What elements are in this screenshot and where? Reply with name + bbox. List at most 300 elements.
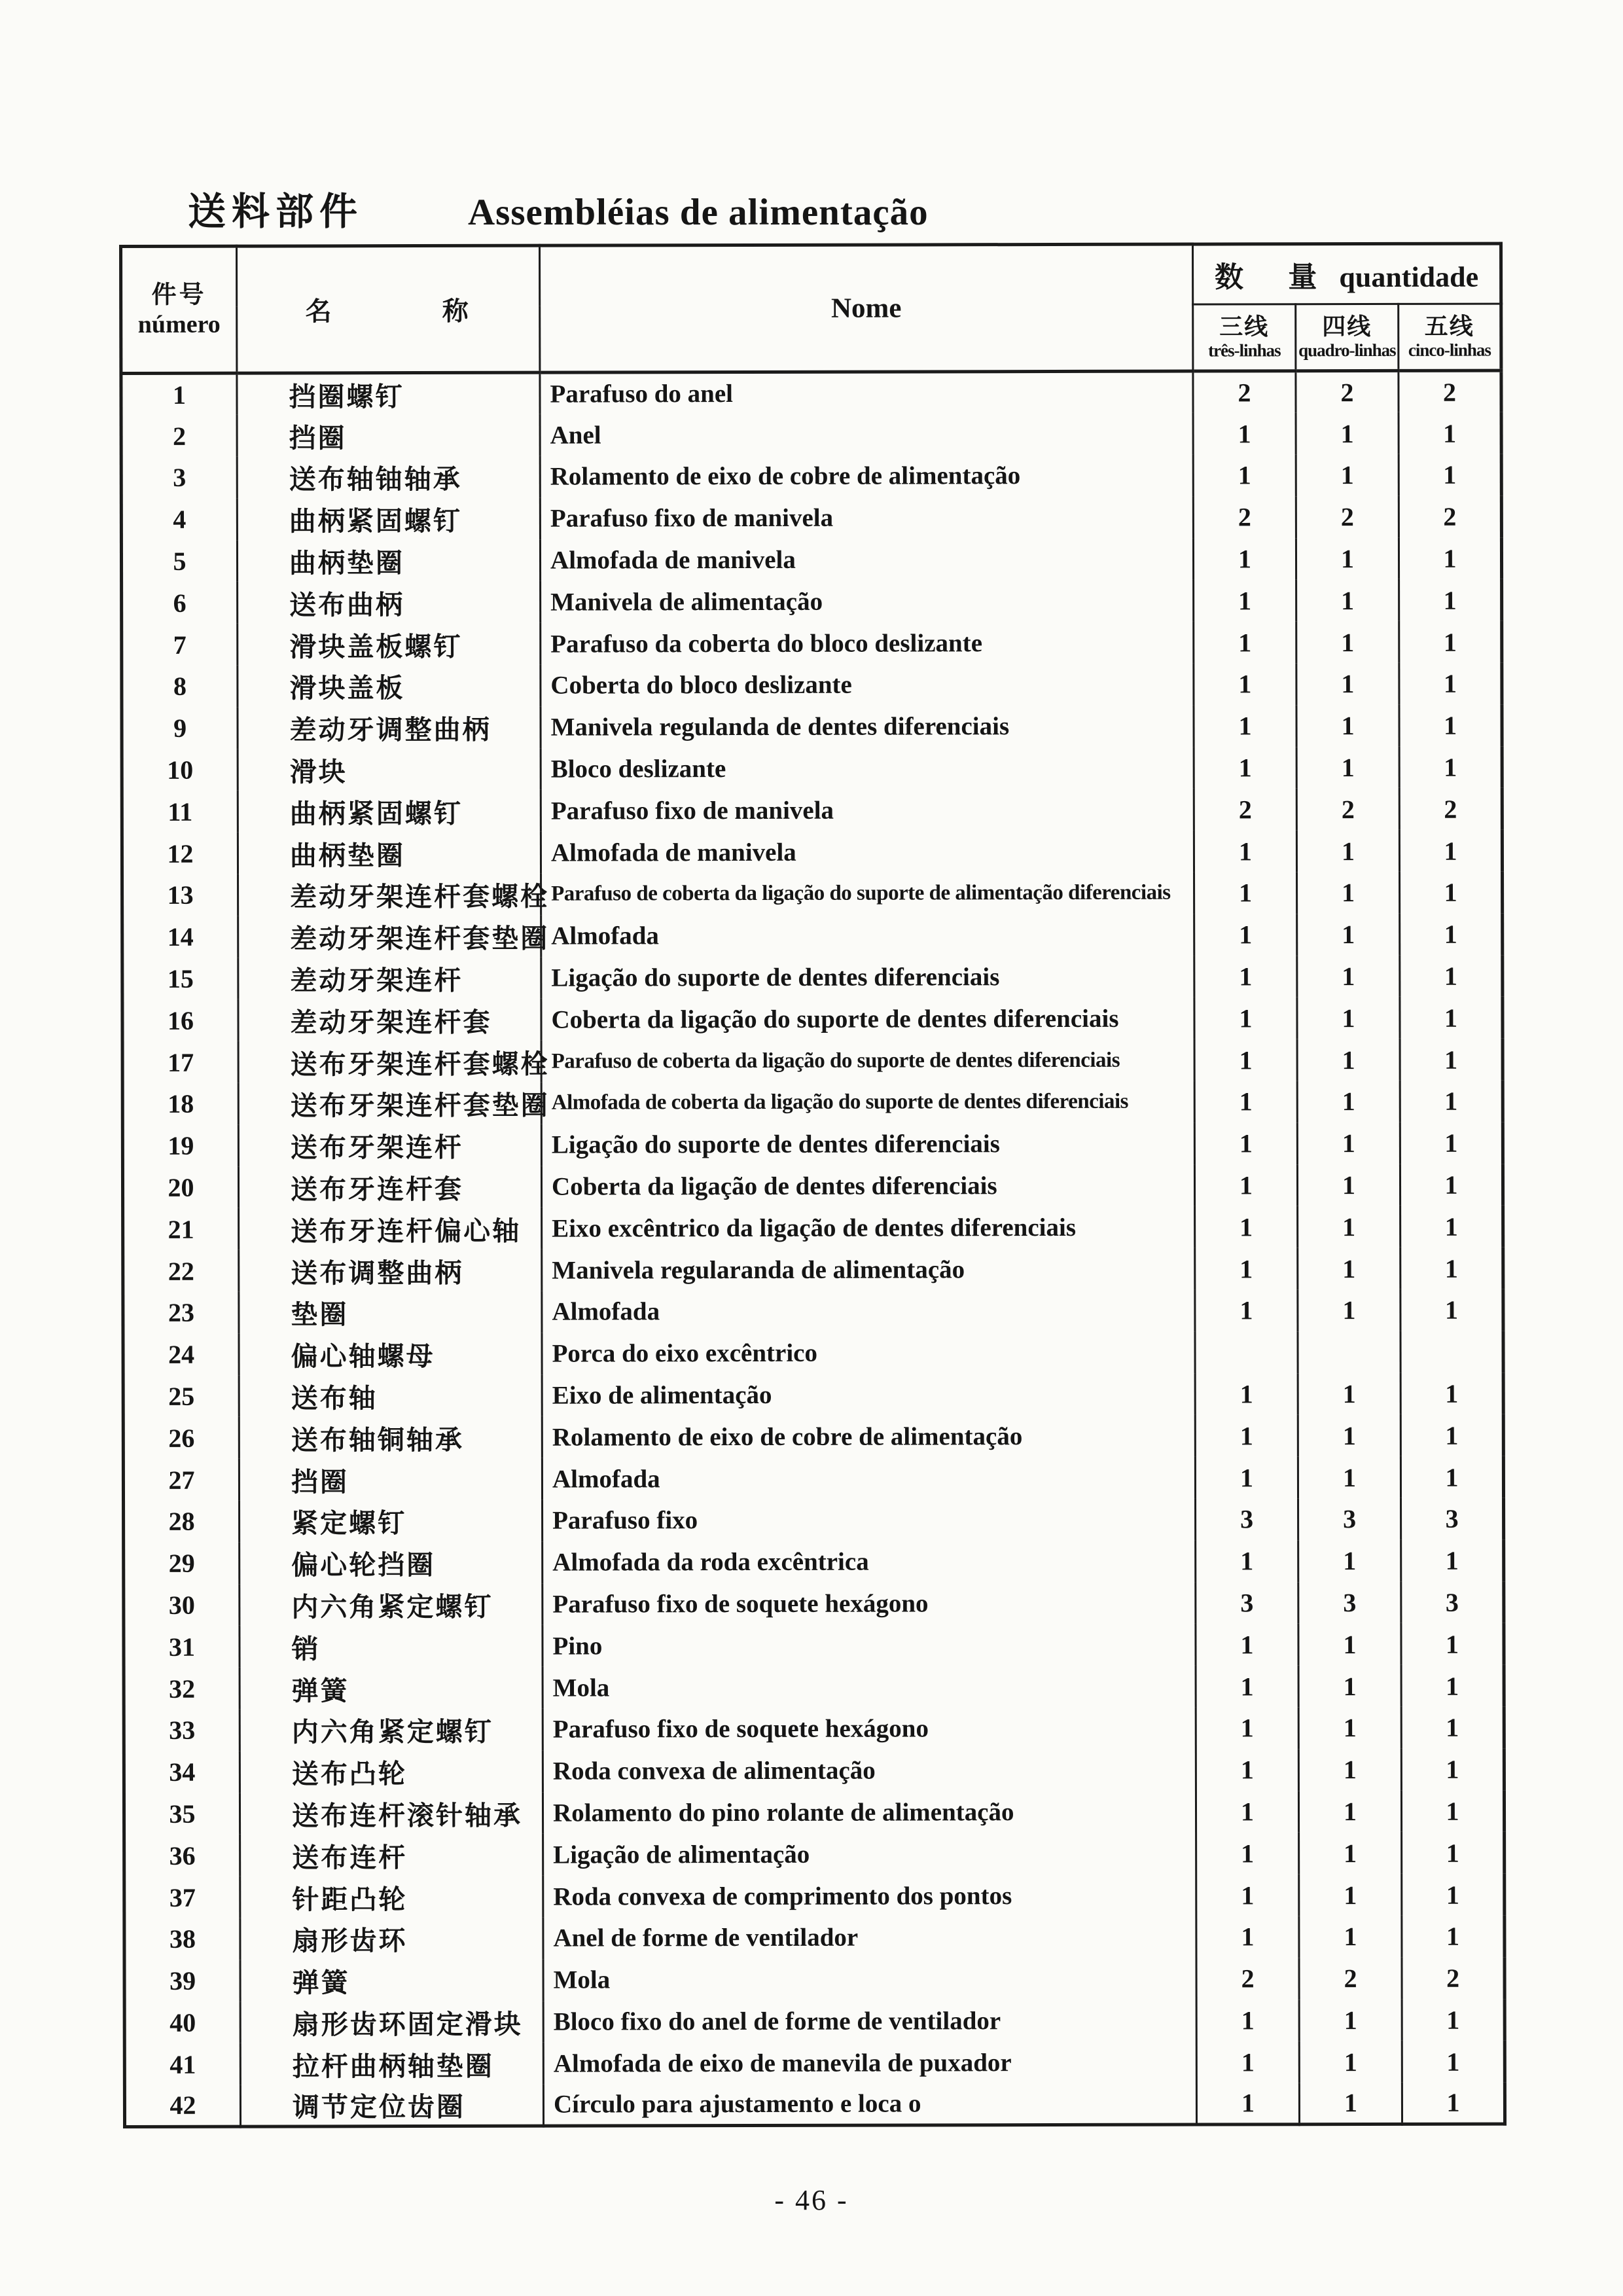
- name-cn: 差动牙架连杆套螺栓: [238, 874, 541, 916]
- name-pt: Círculo para ajustamento e loca o: [543, 2083, 1196, 2126]
- table-row: [121, 495, 1501, 540]
- name-pt: Almofada de manivela: [541, 831, 1194, 874]
- name-pt: Rolamento do pino rolante de alimentação: [543, 1791, 1196, 1834]
- qty-tres: 2: [1193, 371, 1296, 413]
- row-number: 12: [122, 833, 238, 874]
- header-four-lines-cn: 四线: [1322, 312, 1372, 340]
- qty-cinco: 1: [1399, 621, 1502, 663]
- row-number: 21: [123, 1208, 239, 1250]
- qty-tres: 1: [1195, 1206, 1298, 1248]
- qty-tres: 1: [1194, 622, 1296, 664]
- table-row: [123, 1247, 1503, 1292]
- header-quantity-pt: quantidade: [1339, 260, 1479, 294]
- name-pt: Anel: [540, 413, 1193, 456]
- qty-quadro: 1: [1296, 830, 1399, 872]
- qty-tres: 1: [1195, 1415, 1298, 1457]
- qty-tres: 1: [1194, 747, 1296, 789]
- qty-cinco: 1: [1400, 1289, 1503, 1331]
- table-row: [122, 830, 1502, 874]
- name-cn: 送布轴铀轴承: [237, 456, 540, 499]
- qty-cinco: 1: [1400, 1081, 1503, 1122]
- row-number: 3: [121, 457, 237, 499]
- row-number: 18: [122, 1083, 238, 1125]
- qty-tres: 3: [1196, 1582, 1298, 1624]
- qty-cinco: [1400, 1331, 1503, 1372]
- header-quantity-group: [1193, 243, 1501, 304]
- name-cn: 曲柄垫圈: [238, 832, 541, 874]
- header-three-lines-cn: 三线: [1219, 313, 1270, 340]
- table-row: [122, 1122, 1503, 1166]
- table-row: [124, 1832, 1505, 1876]
- qty-quadro: 1: [1296, 747, 1399, 789]
- qty-tres: 1: [1193, 454, 1296, 496]
- name-cn: 偏心轮挡圈: [240, 1541, 543, 1584]
- row-number: 32: [124, 1668, 240, 1710]
- name-pt: Parafuso fixo de manivela: [540, 496, 1193, 539]
- table-row: [124, 1874, 1505, 1918]
- row-number: 17: [122, 1041, 238, 1083]
- row-number: 1: [121, 373, 237, 415]
- name-pt: Almofada de manivela: [540, 538, 1193, 581]
- name-pt: Almofada: [542, 1457, 1195, 1500]
- table-row: [123, 1372, 1503, 1417]
- name-cn: 曲柄紧固螺钉: [238, 790, 541, 833]
- qty-quadro: 1: [1299, 1916, 1402, 1958]
- name-cn: 滑块盖板: [238, 665, 541, 708]
- name-cn: 差动牙架连杆套: [238, 999, 541, 1041]
- table-row: [122, 746, 1502, 791]
- name-pt: Almofada de eixo de manevila de puxador: [543, 2041, 1196, 2085]
- header-three-lines-pt: três-linhas: [1208, 340, 1281, 361]
- qty-quadro: 3: [1298, 1498, 1401, 1540]
- name-pt: Almofada da roda excêntrica: [543, 1540, 1196, 1583]
- name-pt: Almofada: [541, 914, 1194, 957]
- qty-cinco: 1: [1400, 955, 1503, 997]
- qty-quadro: 1: [1298, 1456, 1400, 1498]
- qty-quadro: 1: [1299, 2083, 1402, 2125]
- table-row: [124, 1790, 1504, 1835]
- row-number: 28: [124, 1501, 240, 1543]
- row-number: 29: [124, 1542, 240, 1584]
- qty-quadro: 1: [1298, 1623, 1401, 1665]
- name-cn: 紧定螺钉: [240, 1500, 543, 1543]
- name-cn: 曲柄紧固螺钉: [237, 498, 540, 541]
- qty-tres: 1: [1196, 1916, 1299, 1958]
- name-pt: Parafuso fixo de soquete hexágono: [543, 1708, 1196, 1751]
- row-number: 40: [124, 2001, 240, 2043]
- header-three-lines: [1193, 304, 1296, 371]
- parts-table-header: [121, 243, 1501, 373]
- header-four-lines: [1296, 304, 1399, 370]
- name-pt: Bloco fixo do anel de forme de ventilador: [543, 2000, 1196, 2043]
- qty-quadro: 1: [1297, 956, 1400, 997]
- qty-cinco: 1: [1399, 579, 1502, 621]
- header-five-lines-pt: cinco-linhas: [1408, 340, 1491, 361]
- row-number: 30: [124, 1584, 240, 1626]
- name-cn: 送布牙连杆偏心轴: [239, 1208, 542, 1250]
- qty-tres: 1: [1196, 1833, 1299, 1874]
- table-row: [122, 788, 1502, 833]
- row-number: 42: [124, 2085, 240, 2127]
- qty-cinco: 1: [1400, 997, 1503, 1039]
- row-number: 6: [122, 582, 238, 624]
- name-cn: 送布连杆滚针轴承: [240, 1792, 543, 1835]
- qty-cinco: 1: [1402, 1874, 1505, 1916]
- table-body: [121, 370, 1505, 2127]
- qty-tres: 1: [1195, 1456, 1298, 1498]
- qty-quadro: 1: [1297, 872, 1400, 914]
- table-row: [124, 1748, 1504, 1793]
- qty-quadro: 1: [1297, 1081, 1400, 1122]
- table-row: [124, 1539, 1504, 1584]
- name-cn: 内六角紧定螺钉: [240, 1583, 543, 1626]
- row-number: 24: [123, 1333, 239, 1375]
- name-cn: 送布连杆: [240, 1834, 543, 1876]
- qty-tres: 1: [1194, 956, 1297, 997]
- page-title-chinese: 送料部件: [188, 190, 364, 233]
- qty-cinco: 1: [1402, 1832, 1505, 1874]
- table-row: [122, 955, 1503, 999]
- table-row: [124, 1581, 1504, 1626]
- name-cn: 滑块: [238, 748, 541, 791]
- table-row: [122, 997, 1503, 1041]
- name-pt: Parafuso fixo: [543, 1499, 1196, 1542]
- qty-tres: 1: [1194, 872, 1297, 914]
- row-number: 10: [122, 749, 238, 791]
- name-pt: Parafuso fixo de soquete hexágono: [543, 1582, 1196, 1625]
- qty-cinco: 1: [1401, 1623, 1504, 1665]
- header-five-lines: [1399, 304, 1501, 370]
- qty-tres: 1: [1193, 538, 1296, 580]
- header-four-lines-pt: quadro-linhas: [1298, 340, 1396, 361]
- name-cn: 差动牙调整曲柄: [238, 707, 541, 749]
- qty-cinco: 1: [1400, 872, 1503, 914]
- row-number: 39: [124, 1960, 240, 2001]
- row-number: 41: [124, 2043, 240, 2085]
- qty-tres: 1: [1194, 663, 1296, 705]
- qty-cinco: 1: [1400, 1122, 1503, 1164]
- name-pt: Coberta da ligação de dentes diferenciais: [541, 1164, 1194, 1208]
- qty-quadro: 1: [1296, 621, 1399, 663]
- table-row: [123, 1331, 1503, 1375]
- qty-cinco: 1: [1400, 1247, 1503, 1289]
- qty-tres: 1: [1196, 1749, 1298, 1791]
- qty-tres: 1: [1196, 1540, 1298, 1582]
- name-pt: Roda convexa de alimentação: [543, 1749, 1196, 1792]
- name-cn: 送布牙架连杆套垫圈: [238, 1083, 541, 1125]
- qty-quadro: 1: [1299, 1832, 1402, 1874]
- qty-cinco: 1: [1400, 1039, 1503, 1081]
- table-row: [123, 1289, 1503, 1334]
- qty-cinco: 3: [1401, 1498, 1504, 1540]
- qty-quadro: 1: [1296, 454, 1399, 496]
- qty-cinco: 1: [1399, 704, 1502, 746]
- table-row: [124, 1999, 1505, 2043]
- qty-quadro: 1: [1298, 1414, 1400, 1456]
- name-pt: Mola: [543, 1666, 1196, 1709]
- qty-cinco: 3: [1401, 1581, 1504, 1623]
- qty-cinco: 1: [1400, 913, 1503, 955]
- row-number: 23: [123, 1292, 239, 1334]
- qty-tres: 1: [1194, 1164, 1297, 1206]
- table-row: [122, 1039, 1503, 1083]
- table-row: [124, 1665, 1504, 1710]
- name-pt: Eixo excêntrico da ligação de dentes diferenciais: [542, 1206, 1195, 1249]
- row-number: 26: [123, 1417, 239, 1459]
- table-row: [124, 1916, 1505, 1960]
- qty-quadro: [1298, 1331, 1400, 1373]
- name-cn: 送布牙连杆套: [238, 1166, 541, 1208]
- qty-tres: 1: [1194, 914, 1297, 956]
- qty-cinco: 1: [1399, 830, 1502, 872]
- name-cn: 送布轴铜轴承: [239, 1416, 542, 1459]
- qty-cinco: 1: [1399, 412, 1501, 454]
- row-number: 37: [124, 1876, 240, 1918]
- qty-quadro: 1: [1298, 1247, 1400, 1289]
- row-number: 13: [122, 874, 238, 916]
- name-cn: 内六角紧定螺钉: [240, 1709, 543, 1751]
- qty-tres: 2: [1196, 1958, 1299, 2000]
- qty-cinco: 1: [1402, 1999, 1505, 2041]
- name-pt: Porca do eixo excêntrico: [542, 1331, 1195, 1374]
- header-five-lines-cn: 五线: [1424, 312, 1474, 340]
- qty-quadro: 1: [1297, 914, 1400, 956]
- name-pt: Parafuso de coberta da ligação do suporte de alimentação diferenciais: [541, 872, 1194, 916]
- name-pt: Bloco deslizante: [541, 747, 1194, 790]
- qty-tres: 1: [1195, 1247, 1298, 1289]
- name-cn: 送布轴: [239, 1374, 542, 1417]
- qty-cinco: 1: [1399, 663, 1502, 705]
- header-number-cn: 件号: [151, 281, 207, 309]
- row-number: 25: [123, 1375, 239, 1417]
- name-cn: 弹簧: [240, 1959, 543, 2001]
- qty-tres: 1: [1194, 1122, 1297, 1164]
- qty-cinco: 1: [1399, 454, 1501, 496]
- table-row: [123, 1414, 1503, 1459]
- table-row: [122, 1164, 1503, 1208]
- table-row: [122, 579, 1502, 624]
- name-pt: Parafuso fixo de manivela: [541, 789, 1194, 832]
- qty-cinco: 1: [1401, 1539, 1504, 1581]
- qty-quadro: 1: [1297, 1164, 1400, 1206]
- qty-tres: 1: [1194, 1081, 1297, 1122]
- qty-cinco: 1: [1401, 1748, 1504, 1790]
- row-number: 2: [121, 415, 237, 457]
- qty-tres: 1: [1194, 705, 1296, 747]
- qty-quadro: 1: [1298, 1206, 1400, 1247]
- qty-cinco: 1: [1402, 1916, 1505, 1958]
- qty-quadro: 2: [1296, 370, 1399, 412]
- header-nome-column: Nome: [540, 244, 1193, 372]
- table-row: [121, 412, 1501, 457]
- qty-tres: 1: [1196, 1707, 1298, 1749]
- table-row: [124, 1623, 1504, 1668]
- name-cn: 扇形齿环: [240, 1918, 543, 1960]
- name-cn: 送布调整曲柄: [239, 1249, 542, 1292]
- qty-cinco: 1: [1399, 537, 1501, 579]
- table-row: [121, 370, 1501, 415]
- name-cn: 拉杆曲柄轴垫圈: [240, 2043, 543, 2085]
- qty-tres: 2: [1194, 789, 1296, 831]
- qty-quadro: 1: [1297, 1039, 1400, 1081]
- qty-cinco: 1: [1400, 1372, 1503, 1414]
- page-number: - 46 -: [774, 2184, 849, 2216]
- name-cn: 销: [240, 1625, 543, 1668]
- row-number: 38: [124, 1918, 240, 1960]
- qty-quadro: 1: [1298, 1665, 1401, 1707]
- qty-cinco: 1: [1400, 1206, 1503, 1247]
- name-pt: Rolamento de eixo de cobre de alimentação: [540, 455, 1193, 498]
- row-number: 14: [122, 916, 238, 958]
- qty-tres: 1: [1194, 830, 1296, 872]
- row-number: 33: [124, 1710, 240, 1751]
- table-row: [122, 704, 1502, 749]
- table-row: [122, 1081, 1503, 1125]
- name-cn: 送布牙架连杆: [238, 1124, 541, 1166]
- qty-quadro: 1: [1299, 1999, 1402, 2041]
- header-name-cn: 名 称: [305, 296, 471, 327]
- qty-tres: 2: [1193, 496, 1296, 538]
- row-number: 31: [124, 1626, 240, 1668]
- table-row: [122, 872, 1503, 916]
- table-row: [123, 1456, 1503, 1501]
- name-pt: Manivela de alimentação: [541, 580, 1194, 623]
- qty-quadro: 3: [1298, 1582, 1401, 1624]
- row-number: 16: [122, 999, 238, 1041]
- qty-quadro: 1: [1299, 2041, 1402, 2083]
- name-cn: 调节定位齿圈: [240, 2085, 543, 2127]
- qty-quadro: 1: [1296, 412, 1399, 454]
- qty-quadro: 1: [1296, 663, 1399, 705]
- qty-tres: [1195, 1331, 1298, 1373]
- qty-tres: 1: [1196, 1624, 1298, 1666]
- name-cn: 送布凸轮: [240, 1750, 543, 1793]
- qty-quadro: 1: [1298, 1373, 1400, 1415]
- qty-quadro: 1: [1298, 1749, 1401, 1791]
- name-cn: 垫圈: [239, 1291, 542, 1334]
- qty-tres: 1: [1196, 2041, 1299, 2083]
- name-pt: Parafuso da coberta do bloco deslizante: [541, 622, 1194, 665]
- table-row: [124, 1957, 1505, 2001]
- name-pt: Manivela regularanda de alimentação: [542, 1248, 1195, 1291]
- qty-quadro: 1: [1299, 1874, 1402, 1916]
- page-title: [188, 181, 929, 236]
- name-pt: Rolamento de eixo de cobre de alimentação: [542, 1415, 1195, 1458]
- qty-tres: 1: [1193, 413, 1296, 455]
- row-number: 35: [124, 1793, 240, 1835]
- header-number-column: [121, 246, 237, 373]
- table-row: [124, 1498, 1504, 1543]
- qty-cinco: 1: [1402, 2083, 1505, 2125]
- row-number: 22: [123, 1250, 239, 1292]
- qty-cinco: 2: [1399, 495, 1501, 537]
- name-cn: 差动牙架连杆: [238, 957, 541, 999]
- qty-quadro: 1: [1298, 1289, 1400, 1331]
- table-row: [124, 2041, 1505, 2085]
- qty-cinco: 1: [1401, 1790, 1504, 1832]
- name-pt: Anel de forme de ventilador: [543, 1916, 1196, 1960]
- qty-cinco: 2: [1399, 370, 1501, 412]
- name-pt: Parafuso de coberta da ligação do suporte de dentes diferenciais: [541, 1039, 1194, 1083]
- table-row: [124, 2083, 1505, 2127]
- row-number: 11: [122, 791, 238, 833]
- name-pt: Eixo de alimentação: [542, 1373, 1195, 1416]
- qty-quadro: 2: [1299, 1958, 1402, 2000]
- qty-tres: 1: [1196, 2083, 1299, 2125]
- name-cn: 滑块盖板螺钉: [238, 623, 541, 666]
- name-pt: Mola: [543, 1958, 1196, 2001]
- row-number: 20: [122, 1166, 238, 1208]
- qty-quadro: 1: [1298, 1790, 1401, 1832]
- parts-table: [119, 242, 1507, 2129]
- qty-cinco: 1: [1401, 1665, 1504, 1707]
- row-number: 19: [122, 1124, 238, 1166]
- name-cn: 送布曲柄: [238, 581, 541, 624]
- name-cn: 挡圈螺钉: [237, 372, 540, 415]
- qty-tres: 1: [1196, 1791, 1298, 1833]
- qty-tres: 1: [1196, 1874, 1299, 1916]
- qty-quadro: 2: [1296, 496, 1399, 538]
- header-number-pt: número: [137, 310, 221, 338]
- name-pt: Pino: [543, 1624, 1196, 1667]
- table-row: [122, 913, 1503, 958]
- qty-tres: 1: [1194, 580, 1296, 622]
- qty-tres: 1: [1194, 997, 1297, 1039]
- row-number: 34: [124, 1751, 240, 1793]
- name-cn: 偏心轴螺母: [239, 1333, 542, 1375]
- qty-tres: 1: [1194, 1039, 1297, 1081]
- name-cn: 扇形齿环固定滑块: [240, 2001, 543, 2043]
- name-pt: Coberta da ligação do suporte de dentes diferenciais: [541, 997, 1194, 1041]
- name-pt: Almofada de coberta da ligação do suporte de dentes diferenciais: [541, 1081, 1194, 1124]
- name-pt: Ligação do suporte de dentes diferenciais: [541, 1122, 1194, 1166]
- name-pt: Manivela regulanda de dentes diferenciais: [541, 705, 1194, 748]
- qty-quadro: 1: [1296, 705, 1399, 747]
- name-pt: Ligação de alimentação: [543, 1833, 1196, 1876]
- qty-quadro: 1: [1297, 1122, 1400, 1164]
- header-name-column: [237, 245, 540, 373]
- qty-quadro: 1: [1296, 579, 1399, 621]
- qty-cinco: 1: [1399, 746, 1502, 788]
- name-cn: 针距凸轮: [240, 1876, 543, 1918]
- row-number: 36: [124, 1835, 240, 1876]
- qty-tres: 1: [1195, 1373, 1298, 1415]
- name-pt: Almofada: [542, 1290, 1195, 1333]
- page-title-portuguese: Assembléias de alimentação: [468, 192, 929, 233]
- qty-quadro: 1: [1298, 1540, 1401, 1582]
- table-row: [121, 454, 1501, 499]
- name-pt: Ligação do suporte de dentes diferenciais: [541, 956, 1194, 999]
- qty-cinco: 2: [1402, 1957, 1505, 1999]
- qty-cinco: 1: [1400, 1414, 1503, 1456]
- qty-quadro: 2: [1296, 788, 1399, 830]
- table-row: [122, 663, 1502, 708]
- header-quantity-cn: 数 量: [1215, 261, 1317, 294]
- name-cn: 差动牙架连杆套垫圈: [238, 916, 541, 958]
- qty-cinco: 1: [1402, 2041, 1505, 2083]
- name-cn: 曲柄垫圈: [237, 539, 540, 582]
- name-cn: 送布牙架连杆套螺栓: [238, 1041, 541, 1083]
- row-number: 8: [122, 666, 238, 708]
- qty-quadro: 1: [1298, 1707, 1401, 1749]
- row-number: 5: [121, 540, 237, 582]
- row-number: 15: [122, 958, 238, 999]
- name-pt: Coberta do bloco deslizante: [541, 664, 1194, 707]
- qty-tres: 1: [1195, 1289, 1298, 1331]
- row-number: 7: [122, 624, 238, 666]
- table-row: [124, 1707, 1504, 1751]
- name-pt: Parafuso do anel: [540, 371, 1193, 414]
